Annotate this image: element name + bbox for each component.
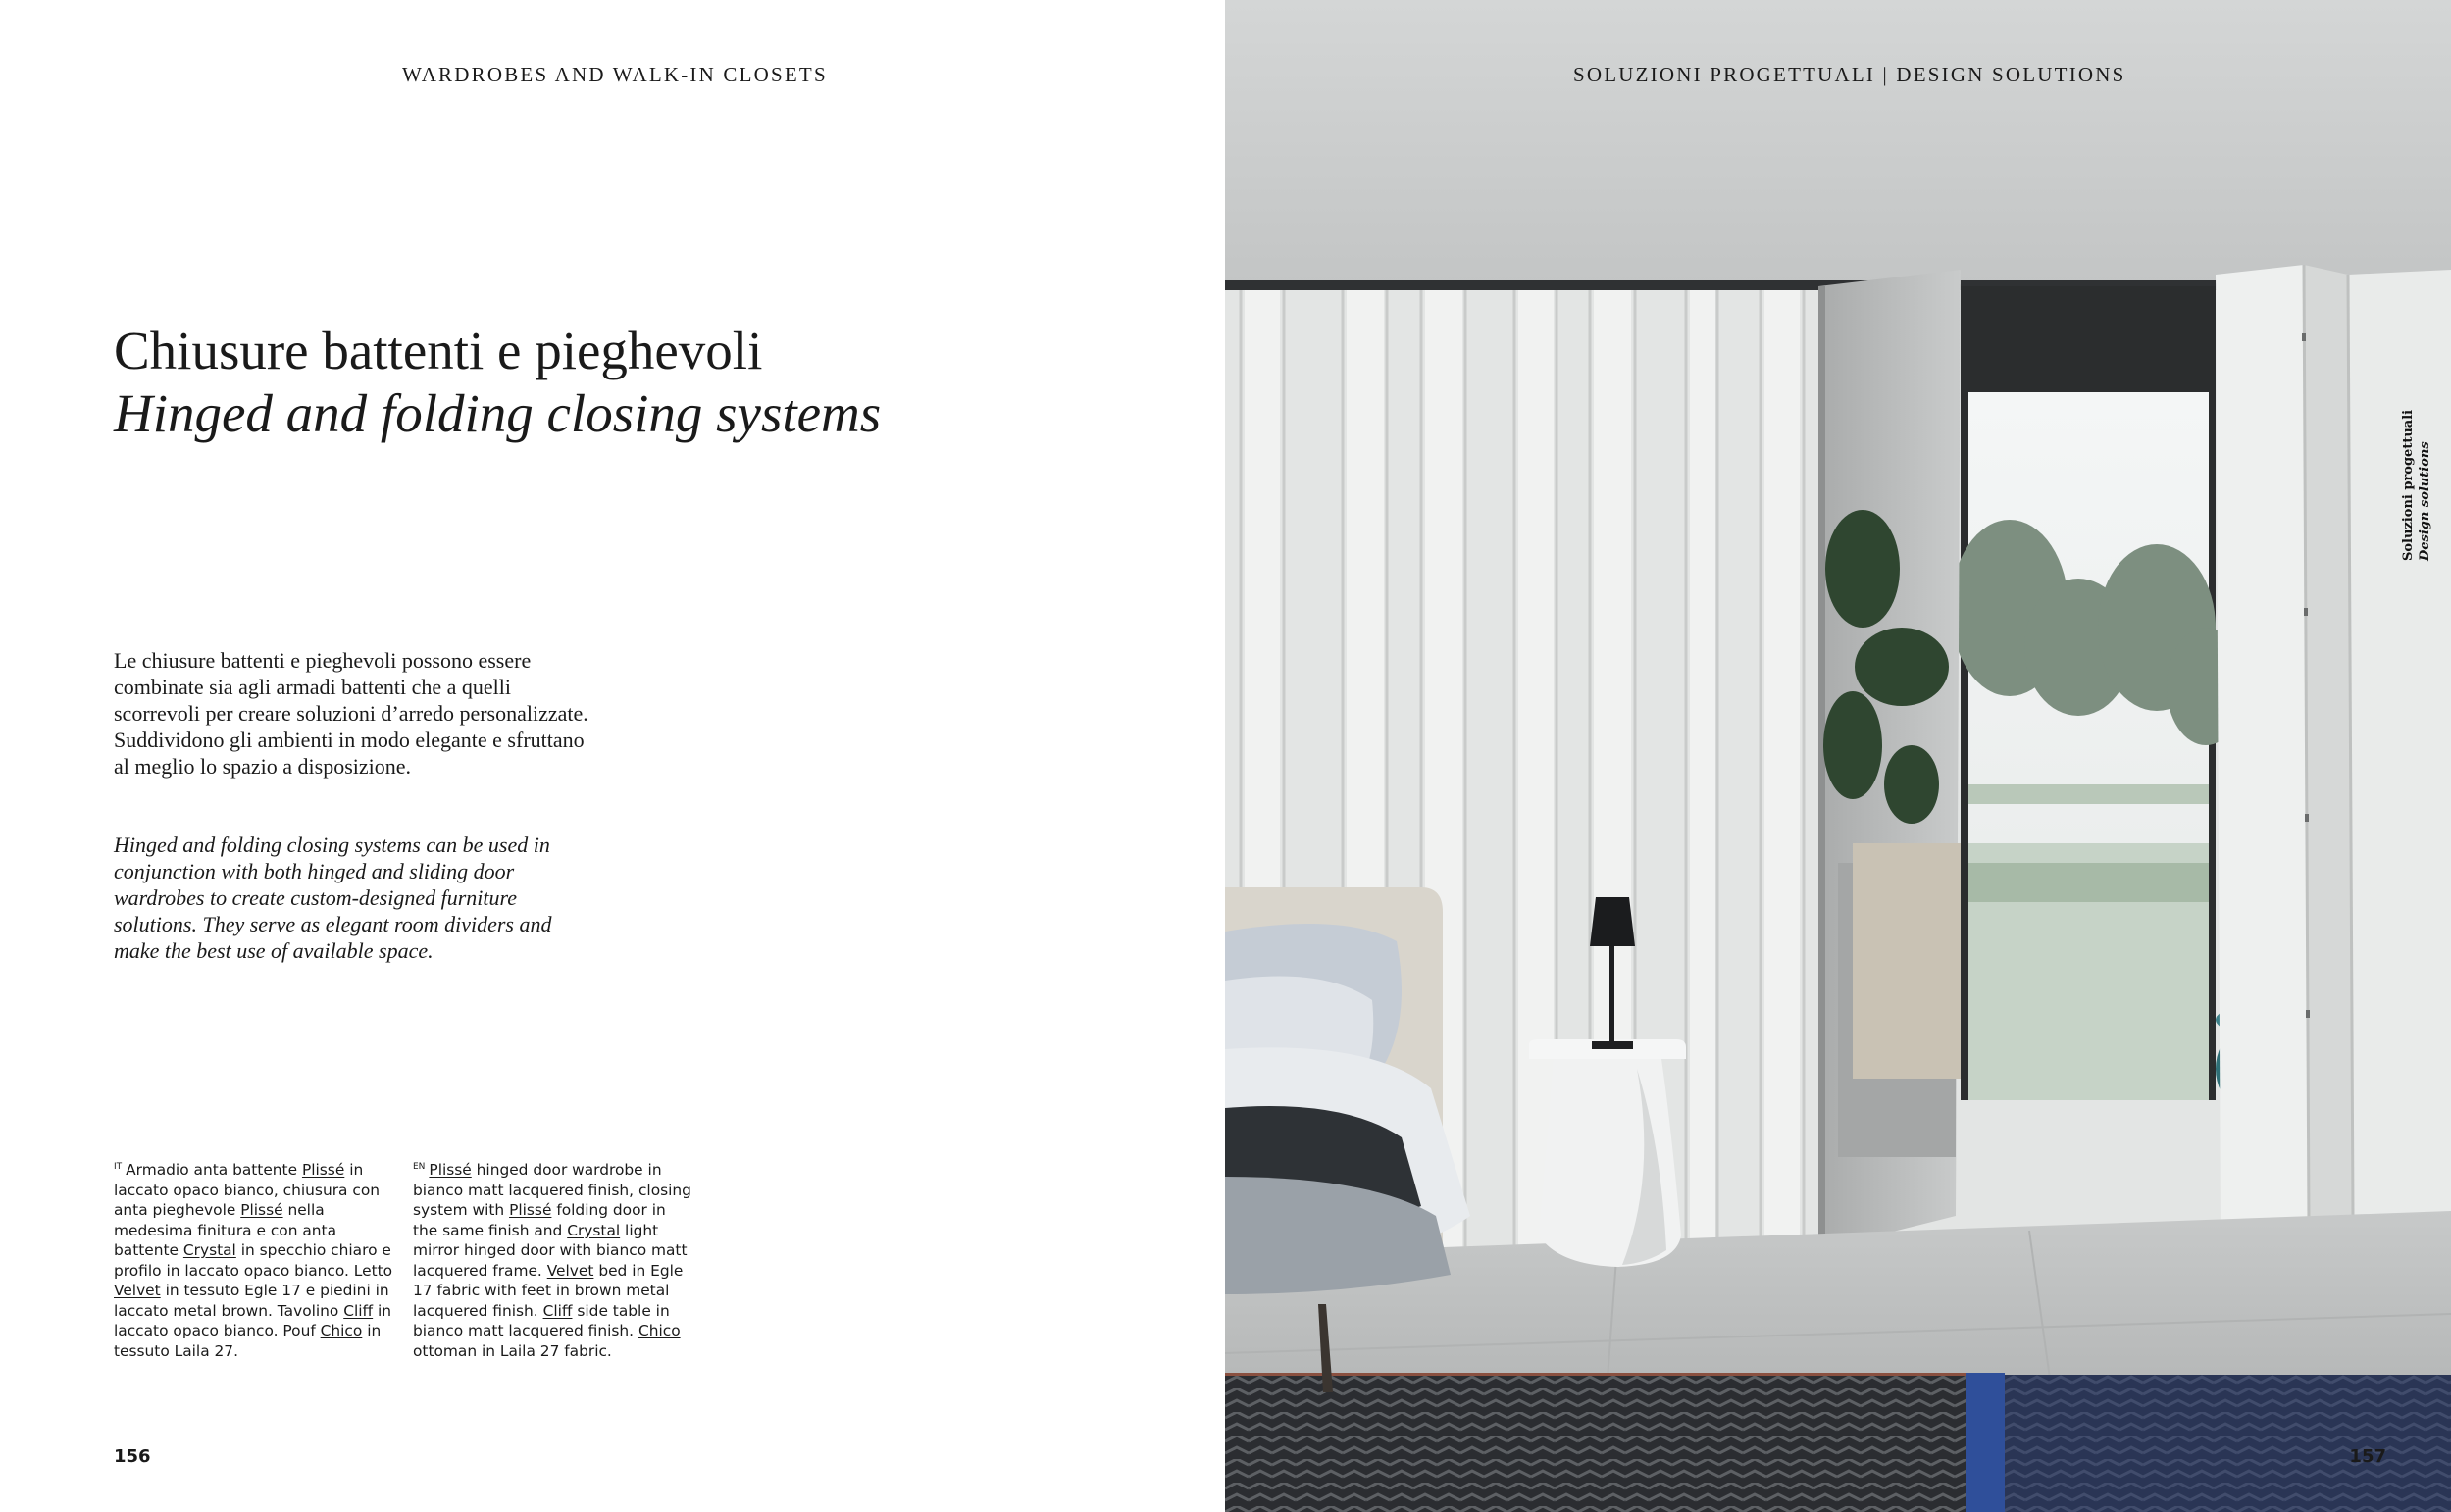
caption-text: light mirror hinged door with bianco matt lacquered frame.	[413, 1221, 688, 1280]
bedroom-wardrobe-photo	[1225, 0, 2451, 1512]
caption-text: Armadio anta battente	[126, 1161, 302, 1180]
caption-text: in laccato opaco bianco. Pouf	[114, 1301, 392, 1340]
caption-text: in laccato opaco bianco, chiusura con anta pieghevole	[114, 1161, 380, 1220]
page-number-left: 156	[114, 1446, 151, 1467]
caption-text: ottoman in Laila 27 fabric.	[413, 1341, 612, 1360]
product-link-velvet[interactable]: Velvet	[546, 1261, 594, 1280]
product-link-velvet[interactable]: Velvet	[114, 1282, 161, 1300]
caption-text: hinged door wardrobe in bianco matt lacquered finish, closing system with	[413, 1161, 691, 1220]
side-label-italian: Soluzioni progettuali	[2401, 409, 2416, 561]
body-text-english: Hinged and folding closing systems can be used in conjunction with both hinged and sliding door wardrobes to create custom-designed furniture solutions. They serve as elegant room dividers and make the best use of available space.	[114, 832, 552, 963]
caption-text: bed in Egle 17 fabric with feet in brown metal lacquered finish.	[413, 1261, 684, 1320]
product-link-plisse[interactable]: Plissé	[301, 1161, 345, 1180]
product-link-chico[interactable]: Chico	[320, 1322, 363, 1340]
side-section-label	[2396, 409, 2441, 569]
running-head-right: SOLUZIONI PROGETTUALI | DESIGN SOLUTIONS	[1573, 63, 2126, 86]
product-link-cliff[interactable]: Cliff	[343, 1301, 374, 1320]
caption-text: side table in bianco matt lacquered finish.	[413, 1301, 670, 1340]
caption-text: in specchio chiaro e profilo in laccato opaco bianco. Letto	[114, 1241, 393, 1280]
product-link-chico[interactable]: Chico	[638, 1322, 681, 1340]
caption-english	[413, 1157, 692, 1361]
caption-italian	[114, 1157, 393, 1361]
caption-text: in tessuto Laila 27.	[114, 1322, 382, 1360]
page-number-right: 157	[2349, 1446, 2386, 1467]
product-link-crystal[interactable]: Crystal	[182, 1241, 236, 1260]
right-page-photo	[1225, 0, 2451, 1512]
caption-text: in tessuto Egle 17 e piedini in laccato metal brown. Tavolino	[114, 1282, 389, 1320]
caption-text: folding door in the same finish and	[413, 1201, 666, 1239]
caption-text: nella medesima finitura e con anta battente	[114, 1201, 337, 1260]
lang-tag-en: EN	[413, 1162, 426, 1172]
body-text-italian: Le chiusure battenti e pieghevoli possono essere combinate sia agli armadi battenti che a quelli scorrevoli per creare soluzioni d’arredo personalizzate. Suddividono gli ambienti in modo elegante e sfruttano al meglio lo spazio a disposizione.	[114, 648, 588, 779]
title-italian: Chiusure battenti e pieghevoli	[114, 321, 763, 380]
left-page	[0, 0, 1225, 1512]
product-link-plisse[interactable]: Plissé	[509, 1201, 552, 1220]
lang-tag-it: IT	[114, 1162, 123, 1172]
product-link-plisse[interactable]: Plissé	[240, 1201, 283, 1220]
title-english: Hinged and folding closing systems	[114, 383, 882, 443]
product-link-crystal[interactable]: Crystal	[567, 1221, 621, 1239]
product-link-plisse[interactable]: Plissé	[429, 1161, 472, 1180]
running-head-left: WARDROBES AND WALK-IN CLOSETS	[402, 63, 828, 86]
side-label-english: Design solutions	[2418, 441, 2432, 561]
product-link-cliff[interactable]: Cliff	[542, 1301, 573, 1320]
